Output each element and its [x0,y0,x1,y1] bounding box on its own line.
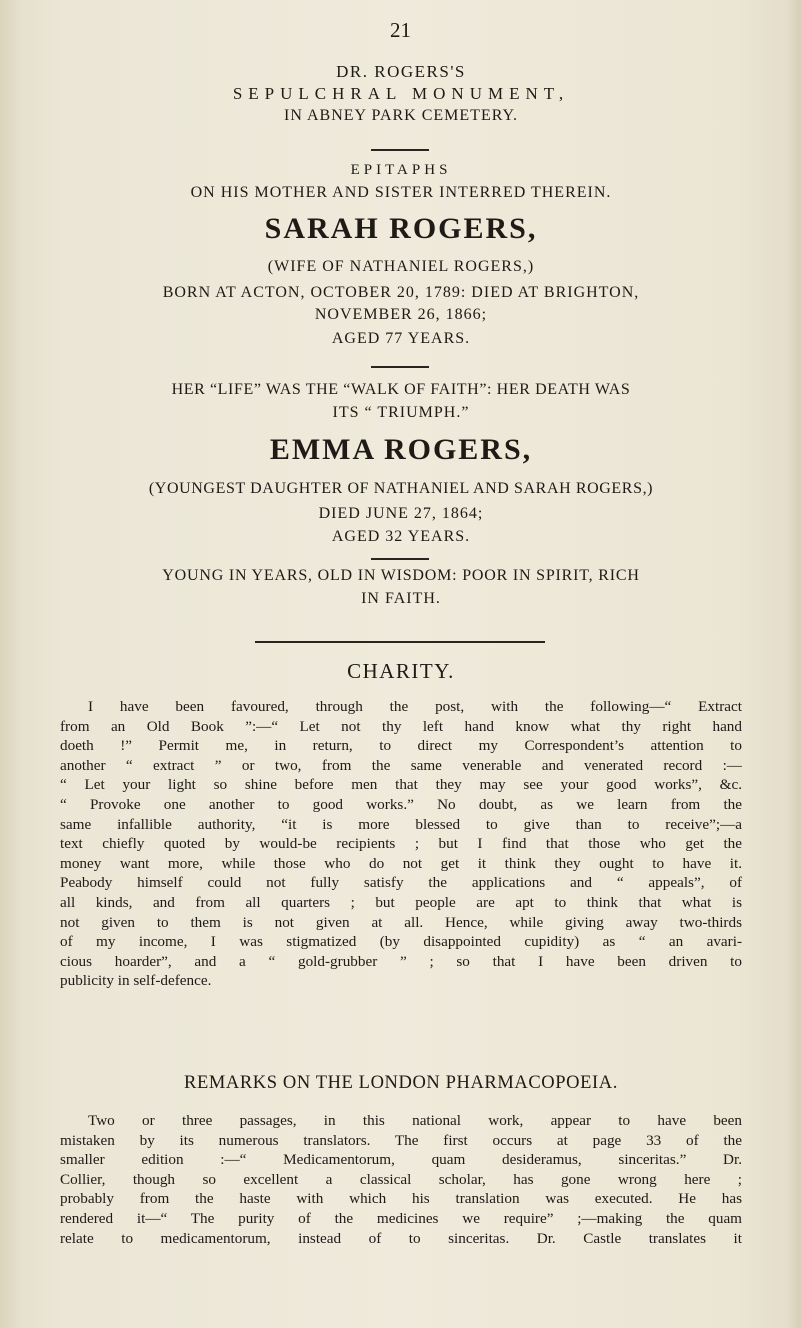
monument-location: IN ABNEY PARK CEMETERY. [284,107,518,124]
paragraph-line: cious hoarder”, and a “ gold-grubber ” ; so that I have been driven to [60,952,742,970]
sarah-died: NOVEMBER 26, 1866; [314,306,488,323]
charity-heading: CHARITY. [347,659,455,683]
epitaphs-subtitle: ON HIS MOTHER AND SISTER INTERRED THEREIN. [190,184,612,201]
paragraph-line: not given to them is not given at all. Hence, while giving away two-thirds [60,913,742,931]
paragraph-line: of my income, I was stigmatized (by disappointed cupidity) as “ an avari- [60,933,742,951]
paragraph-line: money want more, while those who do not get it think they ought to have it. [60,854,742,872]
paragraph-line: doeth !” Permit me, in return, to direct my Correspondent’s attention to [60,737,742,755]
divider-rule [371,149,429,151]
sarah-motto-line-2: ITS “ TRIUMPH.” [332,404,470,421]
paragraph-line: mistaken by its numerous translators. The first occurs at page 33 of the [60,1131,742,1149]
monument-subtitle: SEPULCHRAL MONUMENT, [232,84,570,103]
remarks-article [60,1111,742,1248]
paragraph-line: Collier, though so excellent a classical scholar, has gone wrong here ; [60,1170,742,1188]
page-edge-shadow [787,0,801,1328]
paragraph-line: “ Let your light so shine before men that they may see your good works”, &c. [60,776,742,794]
paragraph-line: relate to medicamentorum, instead of to sinceritas. Dr. Castle translates it [60,1229,742,1247]
sarah-motto-line-1: HER “LIFE” WAS THE “WALK OF FAITH”: HER DEATH WAS [171,381,631,398]
paragraph-line: rendered it—“ The purity of the medicines we require” ;—making the quam [60,1209,742,1227]
remarks-heading: REMARKS ON THE LONDON PHARMACOPOEIA. [184,1073,618,1093]
paragraph-line: I have been favoured, through the post, with the following—“ Extract [88,698,742,715]
epitaphs-title: EPITAPHS [350,162,452,178]
page-gutter-shadow [0,0,22,1328]
paragraph-line: another “ extract ” or two, from the same venerable and venerated record :— [60,756,742,774]
sarah-relation: (WIFE OF NATHANIEL ROGERS,) [267,258,535,275]
page-number: 21 [390,18,411,42]
emma-relation: (YOUNGEST DAUGHTER OF NATHANIEL AND SARAH ROGERS,) [148,480,654,497]
paragraph-line: Peabody himself could not fully satisfy the applications and “ appeals”, of [60,874,742,892]
emma-motto-line-1: YOUNG IN YEARS, OLD IN WISDOM: POOR IN SPIRIT, RICH [162,567,640,584]
paragraph-line: “ Provoke one another to good works.” No doubt, as we learn from the [60,795,742,813]
monument-title: DR. ROGERS'S [336,62,466,81]
section-divider-rule [255,641,545,643]
paragraph-line: Two or three passages, in this national work, appear to have been [88,1112,742,1129]
paragraph-line: smaller edition :—“ Medicamentorum, quam desideramus, sinceritas.” Dr. [60,1151,742,1169]
divider-rule [371,558,429,560]
emma-died: DIED JUNE 27, 1864; [318,505,484,522]
paragraph-line: publicity in self-defence. [60,972,212,990]
sarah-name: SARAH ROGERS, [264,212,538,245]
emma-motto-line-2: IN FAITH. [361,590,441,607]
divider-rule [371,366,429,368]
paragraph-line: same infallible authority, “it is more blessed to give than to receive”;—a [60,815,742,833]
sarah-born: BORN AT ACTON, OCTOBER 20, 1789: DIED AT BRIGHTON, [162,284,640,301]
paragraph-line: text chiefly quoted by would-be recipients ; but I find that those who get the [60,835,742,853]
paragraph-line: from an Old Book ”:—“ Let not thy left hand know what thy right hand [60,717,742,735]
charity-article [60,697,742,991]
emma-age: AGED 32 YEARS. [331,528,471,545]
paragraph-line: all kinds, and from all quarters ; but people are apt to think that what is [60,893,742,911]
paragraph-line: probably from the haste with which his translation was executed. He has [60,1190,742,1208]
sarah-age: AGED 77 YEARS. [331,330,471,347]
emma-name: EMMA ROGERS, [269,433,533,466]
